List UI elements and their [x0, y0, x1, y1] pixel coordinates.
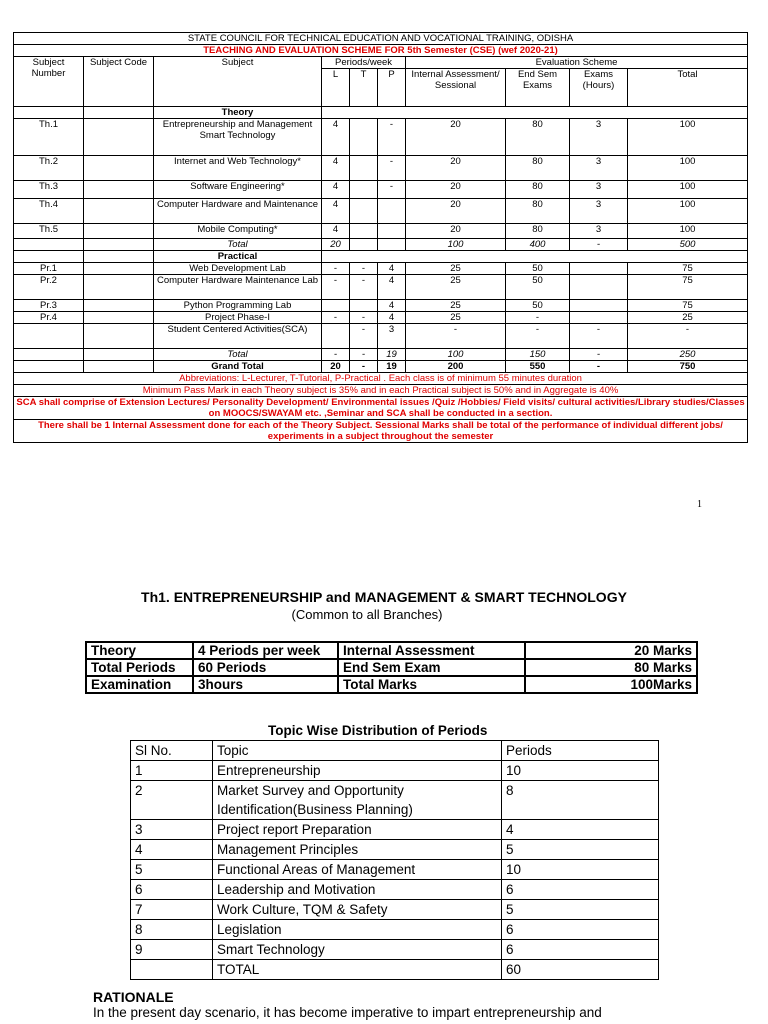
grand-total-row-p: 19	[378, 361, 406, 373]
grand-total-row-internal: 200	[406, 361, 506, 373]
practical-cell-t: -	[350, 275, 378, 300]
topic-row	[131, 761, 659, 781]
theory-cell-subject: Mobile Computing*	[154, 224, 322, 239]
theory-cell-l: 4	[322, 119, 350, 156]
practical-total-row-internal: 100	[406, 349, 506, 361]
theory-cell-subject-number: Th.1	[14, 119, 84, 156]
theory-cell-exam-hours: 3	[570, 199, 628, 224]
topic-periods: 6	[502, 920, 659, 940]
scheme-title: TEACHING AND EVALUATION SCHEME FOR 5th Semester (CSE) (wef 2020-21)	[14, 45, 748, 57]
theory-cell-total: 100	[628, 199, 748, 224]
topic-periods: 60	[502, 960, 659, 980]
topic-periods: 6	[502, 940, 659, 960]
hdr-evaluation-scheme: Evaluation Scheme	[406, 57, 748, 69]
practical-cell-total: 75	[628, 263, 748, 275]
topic-slno: 4	[131, 840, 213, 860]
grand-total-row-subject-code	[84, 361, 154, 373]
grand-total-row-exam-hours: -	[570, 361, 628, 373]
practical-cell-l	[322, 324, 350, 349]
practical-total-row-total: 250	[628, 349, 748, 361]
note-abbreviations: Abbreviations: L-Lecturer, T-Tutorial, P-Practical . Each class is of minimum 55 minutes duration	[14, 373, 748, 385]
topic-distribution-title: Topic Wise Distribution of Periods	[268, 723, 488, 738]
topic-slno: 9	[131, 940, 213, 960]
theory-total-row-t	[350, 239, 378, 251]
theory-total-row-subject-code	[84, 239, 154, 251]
practical-cell-t: -	[350, 312, 378, 324]
topic-name: Market Survey and Opportunity Identification(Business Planning)	[213, 781, 502, 820]
topic-periods: 4	[502, 820, 659, 840]
practical-cell-l: -	[322, 312, 350, 324]
practical-total-row-exam-hours: -	[570, 349, 628, 361]
theory-row	[14, 119, 748, 156]
practical-total-row-end-sem: 150	[506, 349, 570, 361]
topic-slno: 8	[131, 920, 213, 940]
rationale-heading: RATIONALE	[93, 989, 174, 1005]
theory-cell-p: -	[378, 119, 406, 156]
hdr-p: P	[378, 69, 406, 107]
practical-cell-subject: Project Phase-I	[154, 312, 322, 324]
theory-section	[14, 107, 748, 119]
theory-cell-end-sem: 80	[506, 224, 570, 239]
practical-cell-subject-code	[84, 300, 154, 312]
theory-cell-internal: 20	[406, 156, 506, 181]
theory-cell-exam-hours: 3	[570, 224, 628, 239]
theory-cell-exam-hours: 3	[570, 181, 628, 199]
topic-slno: 5	[131, 860, 213, 880]
topic-name: TOTAL	[213, 960, 502, 980]
practical-total-row-p: 19	[378, 349, 406, 361]
theory-total-row-exam-hours: -	[570, 239, 628, 251]
practical-cell-end-sem: -	[506, 324, 570, 349]
hdr-exam-hours: Exams (Hours)	[570, 69, 628, 107]
topic-slno: 1	[131, 761, 213, 781]
hdr-l: L	[322, 69, 350, 107]
theory-cell-subject-number: Th.5	[14, 224, 84, 239]
theory-cell-subject-number: Th.4	[14, 199, 84, 224]
theory-cell-p	[378, 199, 406, 224]
practical-cell-p: 4	[378, 275, 406, 300]
theory-total-row-total: 500	[628, 239, 748, 251]
practical-cell-l: -	[322, 275, 350, 300]
info-label: Theory	[86, 642, 193, 659]
practical-cell-total: 75	[628, 300, 748, 312]
theory-cell-subject: Entrepreneurship and Management Smart Technology	[154, 119, 322, 156]
theory-cell-subject-code	[84, 224, 154, 239]
grand-total-row-subject-number	[14, 361, 84, 373]
topic-header-slno: Sl No.	[131, 741, 213, 761]
note-internal-assessment: There shall be 1 Internal Assessment done for each of the Theory Subject. Sessional Marks shall be total of the performance of individual different jobs/ experiments in a subject throughout the semester	[14, 420, 748, 443]
topic-slno: 3	[131, 820, 213, 840]
theory-cell-subject-number: Th.2	[14, 156, 84, 181]
practical-total-row-subject-code	[84, 349, 154, 361]
practical-cell-subject-code	[84, 263, 154, 275]
topic-header-row	[131, 741, 659, 761]
theory-cell-end-sem: 80	[506, 156, 570, 181]
theory-row	[14, 199, 748, 224]
theory-cell-subject-code	[84, 181, 154, 199]
hdr-subject: Subject	[154, 57, 322, 107]
theory-cell-t	[350, 119, 378, 156]
practical-cell-subject: Web Development Lab	[154, 263, 322, 275]
theory-cell-exam-hours: 3	[570, 119, 628, 156]
theory-cell-internal: 20	[406, 181, 506, 199]
practical-section-fill	[322, 251, 748, 263]
theory-cell-p: -	[378, 156, 406, 181]
topic-name: Functional Areas of Management	[213, 860, 502, 880]
practical-cell-internal: 25	[406, 300, 506, 312]
th1-info-table	[85, 641, 698, 694]
theory-section-blank2	[84, 107, 154, 119]
practical-cell-subject: Student Centered Activities(SCA)	[154, 324, 322, 349]
theory-cell-l: 4	[322, 199, 350, 224]
theory-total-row-internal: 100	[406, 239, 506, 251]
topic-slno: 6	[131, 880, 213, 900]
org-name: STATE COUNCIL FOR TECHNICAL EDUCATION AND VOCATIONAL TRAINING, ODISHA	[14, 33, 748, 45]
info-marks: 100Marks	[525, 676, 697, 693]
hdr-end-sem: End Sem Exams	[506, 69, 570, 107]
practical-cell-t: -	[350, 324, 378, 349]
info-value: 3hours	[193, 676, 338, 693]
practical-cell-subject-code	[84, 324, 154, 349]
theory-cell-subject-code	[84, 119, 154, 156]
theory-cell-p: -	[378, 181, 406, 199]
note-pass-mark: Minimum Pass Mark in each Theory subject is 35% and in each Practical subject is 50% and in Aggregate is 40%	[14, 385, 748, 397]
practical-cell-subject-number	[14, 324, 84, 349]
topic-name: Smart Technology	[213, 940, 502, 960]
practical-cell-exam-hours	[570, 275, 628, 300]
practical-cell-internal: 25	[406, 275, 506, 300]
theory-row	[14, 224, 748, 239]
grand-total-row-end-sem: 550	[506, 361, 570, 373]
practical-cell-internal: 25	[406, 263, 506, 275]
practical-cell-total: 25	[628, 312, 748, 324]
theory-row	[14, 156, 748, 181]
theory-cell-subject: Computer Hardware and Maintenance	[154, 199, 322, 224]
practical-cell-subject-number: Pr.2	[14, 275, 84, 300]
theory-cell-subject-number: Th.3	[14, 181, 84, 199]
practical-cell-p: 4	[378, 312, 406, 324]
theory-section-fill	[322, 107, 748, 119]
topic-row	[131, 820, 659, 840]
theory-cell-total: 100	[628, 119, 748, 156]
practical-cell-t: -	[350, 263, 378, 275]
practical-cell-subject-number: Pr.3	[14, 300, 84, 312]
theory-total-row-p	[378, 239, 406, 251]
practical-cell-total: 75	[628, 275, 748, 300]
topic-row	[131, 840, 659, 860]
topic-table	[130, 740, 659, 980]
topic-row	[131, 920, 659, 940]
note-sca: SCA shall comprise of Extension Lectures/ Personality Development/ Environmental issues /Quiz /Hobbies/ Field visits/ cultural activities/Library studies/Classes on MOOCS/SWAYAM etc. ,Seminar and SCA shall be conducted in a section.	[14, 397, 748, 420]
theory-total-row-subject-number	[14, 239, 84, 251]
practical-cell-end-sem: -	[506, 312, 570, 324]
theory-cell-t	[350, 156, 378, 181]
practical-total-row	[14, 349, 748, 361]
theory-cell-internal: 20	[406, 199, 506, 224]
grand-total-row	[14, 361, 748, 373]
topic-row	[131, 781, 659, 820]
info-row	[86, 659, 697, 676]
topic-periods: 10	[502, 860, 659, 880]
theory-cell-internal: 20	[406, 119, 506, 156]
topic-periods: 5	[502, 900, 659, 920]
practical-cell-subject: Computer Hardware Maintenance Lab	[154, 275, 322, 300]
practical-row	[14, 275, 748, 300]
practical-row	[14, 324, 748, 349]
practical-cell-l: -	[322, 263, 350, 275]
theory-total-row-end-sem: 400	[506, 239, 570, 251]
info-measure: Total Marks	[338, 676, 525, 693]
practical-cell-end-sem: 50	[506, 300, 570, 312]
info-measure: End Sem Exam	[338, 659, 525, 676]
practical-cell-l	[322, 300, 350, 312]
topic-slno: 2	[131, 781, 213, 820]
topic-name: Project report Preparation	[213, 820, 502, 840]
practical-cell-subject: Python Programming Lab	[154, 300, 322, 312]
topic-row	[131, 900, 659, 920]
practical-cell-internal: 25	[406, 312, 506, 324]
topic-name: Entrepreneurship	[213, 761, 502, 781]
theory-cell-t	[350, 181, 378, 199]
practical-total-row-subject: Total	[154, 349, 322, 361]
info-row	[86, 642, 697, 659]
info-label: Examination	[86, 676, 193, 693]
hdr-t: T	[350, 69, 378, 107]
practical-cell-subject-code	[84, 275, 154, 300]
theory-cell-subject-code	[84, 199, 154, 224]
page-number: 1	[697, 499, 702, 510]
theory-cell-total: 100	[628, 224, 748, 239]
practical-row	[14, 312, 748, 324]
theory-total-row	[14, 239, 748, 251]
hdr-total: Total	[628, 69, 748, 107]
th1-title	[0, 589, 768, 605]
grand-total-row-subject: Grand Total	[154, 361, 322, 373]
theory-section-label: Theory	[154, 107, 322, 119]
hdr-subject-code: Subject Code	[84, 57, 154, 107]
theory-cell-total: 100	[628, 156, 748, 181]
th1-title-text: Th1. ENTREPRENEURSHIP and MANAGEMENT & SMART TECHNOLOGY	[141, 589, 627, 605]
theory-cell-p	[378, 224, 406, 239]
theory-cell-end-sem: 80	[506, 199, 570, 224]
practical-cell-exam-hours	[570, 263, 628, 275]
practical-section-blank2	[84, 251, 154, 263]
practical-cell-internal: -	[406, 324, 506, 349]
theory-cell-end-sem: 80	[506, 119, 570, 156]
hdr-periods-week: Periods/week	[322, 57, 406, 69]
theory-section-blank1	[14, 107, 84, 119]
rationale-text: In the present day scenario, it has become imperative to impart entrepreneurship and	[93, 1005, 602, 1020]
info-measure: Internal Assessment	[338, 642, 525, 659]
topic-periods: 5	[502, 840, 659, 860]
grand-total-row-total: 750	[628, 361, 748, 373]
theory-cell-l: 4	[322, 156, 350, 181]
info-value: 4 Periods per week	[193, 642, 338, 659]
practical-cell-exam-hours	[570, 300, 628, 312]
topic-row	[131, 880, 659, 900]
theory-cell-l: 4	[322, 224, 350, 239]
practical-cell-end-sem: 50	[506, 275, 570, 300]
topic-name: Leadership and Motivation	[213, 880, 502, 900]
theory-total-row-l: 20	[322, 239, 350, 251]
practical-section-blank1	[14, 251, 84, 263]
practical-cell-exam-hours	[570, 312, 628, 324]
info-row	[86, 676, 697, 693]
practical-cell-subject-number: Pr.4	[14, 312, 84, 324]
practical-cell-total: -	[628, 324, 748, 349]
theory-cell-subject: Software Engineering*	[154, 181, 322, 199]
scheme-table	[13, 32, 748, 443]
practical-cell-p: 4	[378, 263, 406, 275]
practical-cell-p: 4	[378, 300, 406, 312]
practical-section	[14, 251, 748, 263]
theory-cell-total: 100	[628, 181, 748, 199]
topic-header-periods: Periods	[502, 741, 659, 761]
info-label: Total Periods	[86, 659, 193, 676]
th1-subtitle-text: (Common to all Branches)	[291, 607, 443, 622]
hdr-subject-number: Subject Number	[14, 57, 84, 107]
theory-cell-internal: 20	[406, 224, 506, 239]
topic-periods: 8	[502, 781, 659, 820]
info-value: 60 Periods	[193, 659, 338, 676]
topic-row	[131, 940, 659, 960]
theory-cell-t	[350, 199, 378, 224]
practical-section-label: Practical	[154, 251, 322, 263]
grand-total-row-t: -	[350, 361, 378, 373]
practical-cell-t	[350, 300, 378, 312]
hdr-internal: Internal Assessment/ Sessional	[406, 69, 506, 107]
theory-total-row-subject: Total	[154, 239, 322, 251]
practical-cell-subject-code	[84, 312, 154, 324]
practical-row	[14, 263, 748, 275]
topic-name: Management Principles	[213, 840, 502, 860]
theory-cell-exam-hours: 3	[570, 156, 628, 181]
practical-cell-exam-hours: -	[570, 324, 628, 349]
scheme-page	[13, 32, 747, 443]
practical-row	[14, 300, 748, 312]
theory-cell-l: 4	[322, 181, 350, 199]
topic-periods: 6	[502, 880, 659, 900]
theory-row	[14, 181, 748, 199]
th1-subtitle	[0, 607, 768, 622]
practical-total-row-subject-number	[14, 349, 84, 361]
practical-cell-end-sem: 50	[506, 263, 570, 275]
info-marks: 20 Marks	[525, 642, 697, 659]
grand-total-row-l: 20	[322, 361, 350, 373]
theory-cell-end-sem: 80	[506, 181, 570, 199]
topic-slno: 7	[131, 900, 213, 920]
topic-name: Legislation	[213, 920, 502, 940]
topic-slno	[131, 960, 213, 980]
topic-row	[131, 860, 659, 880]
topic-periods: 10	[502, 761, 659, 781]
theory-cell-subject: Internet and Web Technology*	[154, 156, 322, 181]
info-marks: 80 Marks	[525, 659, 697, 676]
theory-cell-t	[350, 224, 378, 239]
practical-cell-p: 3	[378, 324, 406, 349]
practical-cell-subject-number: Pr.1	[14, 263, 84, 275]
topic-row	[131, 960, 659, 980]
practical-total-row-l: -	[322, 349, 350, 361]
practical-total-row-t: -	[350, 349, 378, 361]
topic-name: Work Culture, TQM & Safety	[213, 900, 502, 920]
topic-header-topic: Topic	[213, 741, 502, 761]
theory-cell-subject-code	[84, 156, 154, 181]
